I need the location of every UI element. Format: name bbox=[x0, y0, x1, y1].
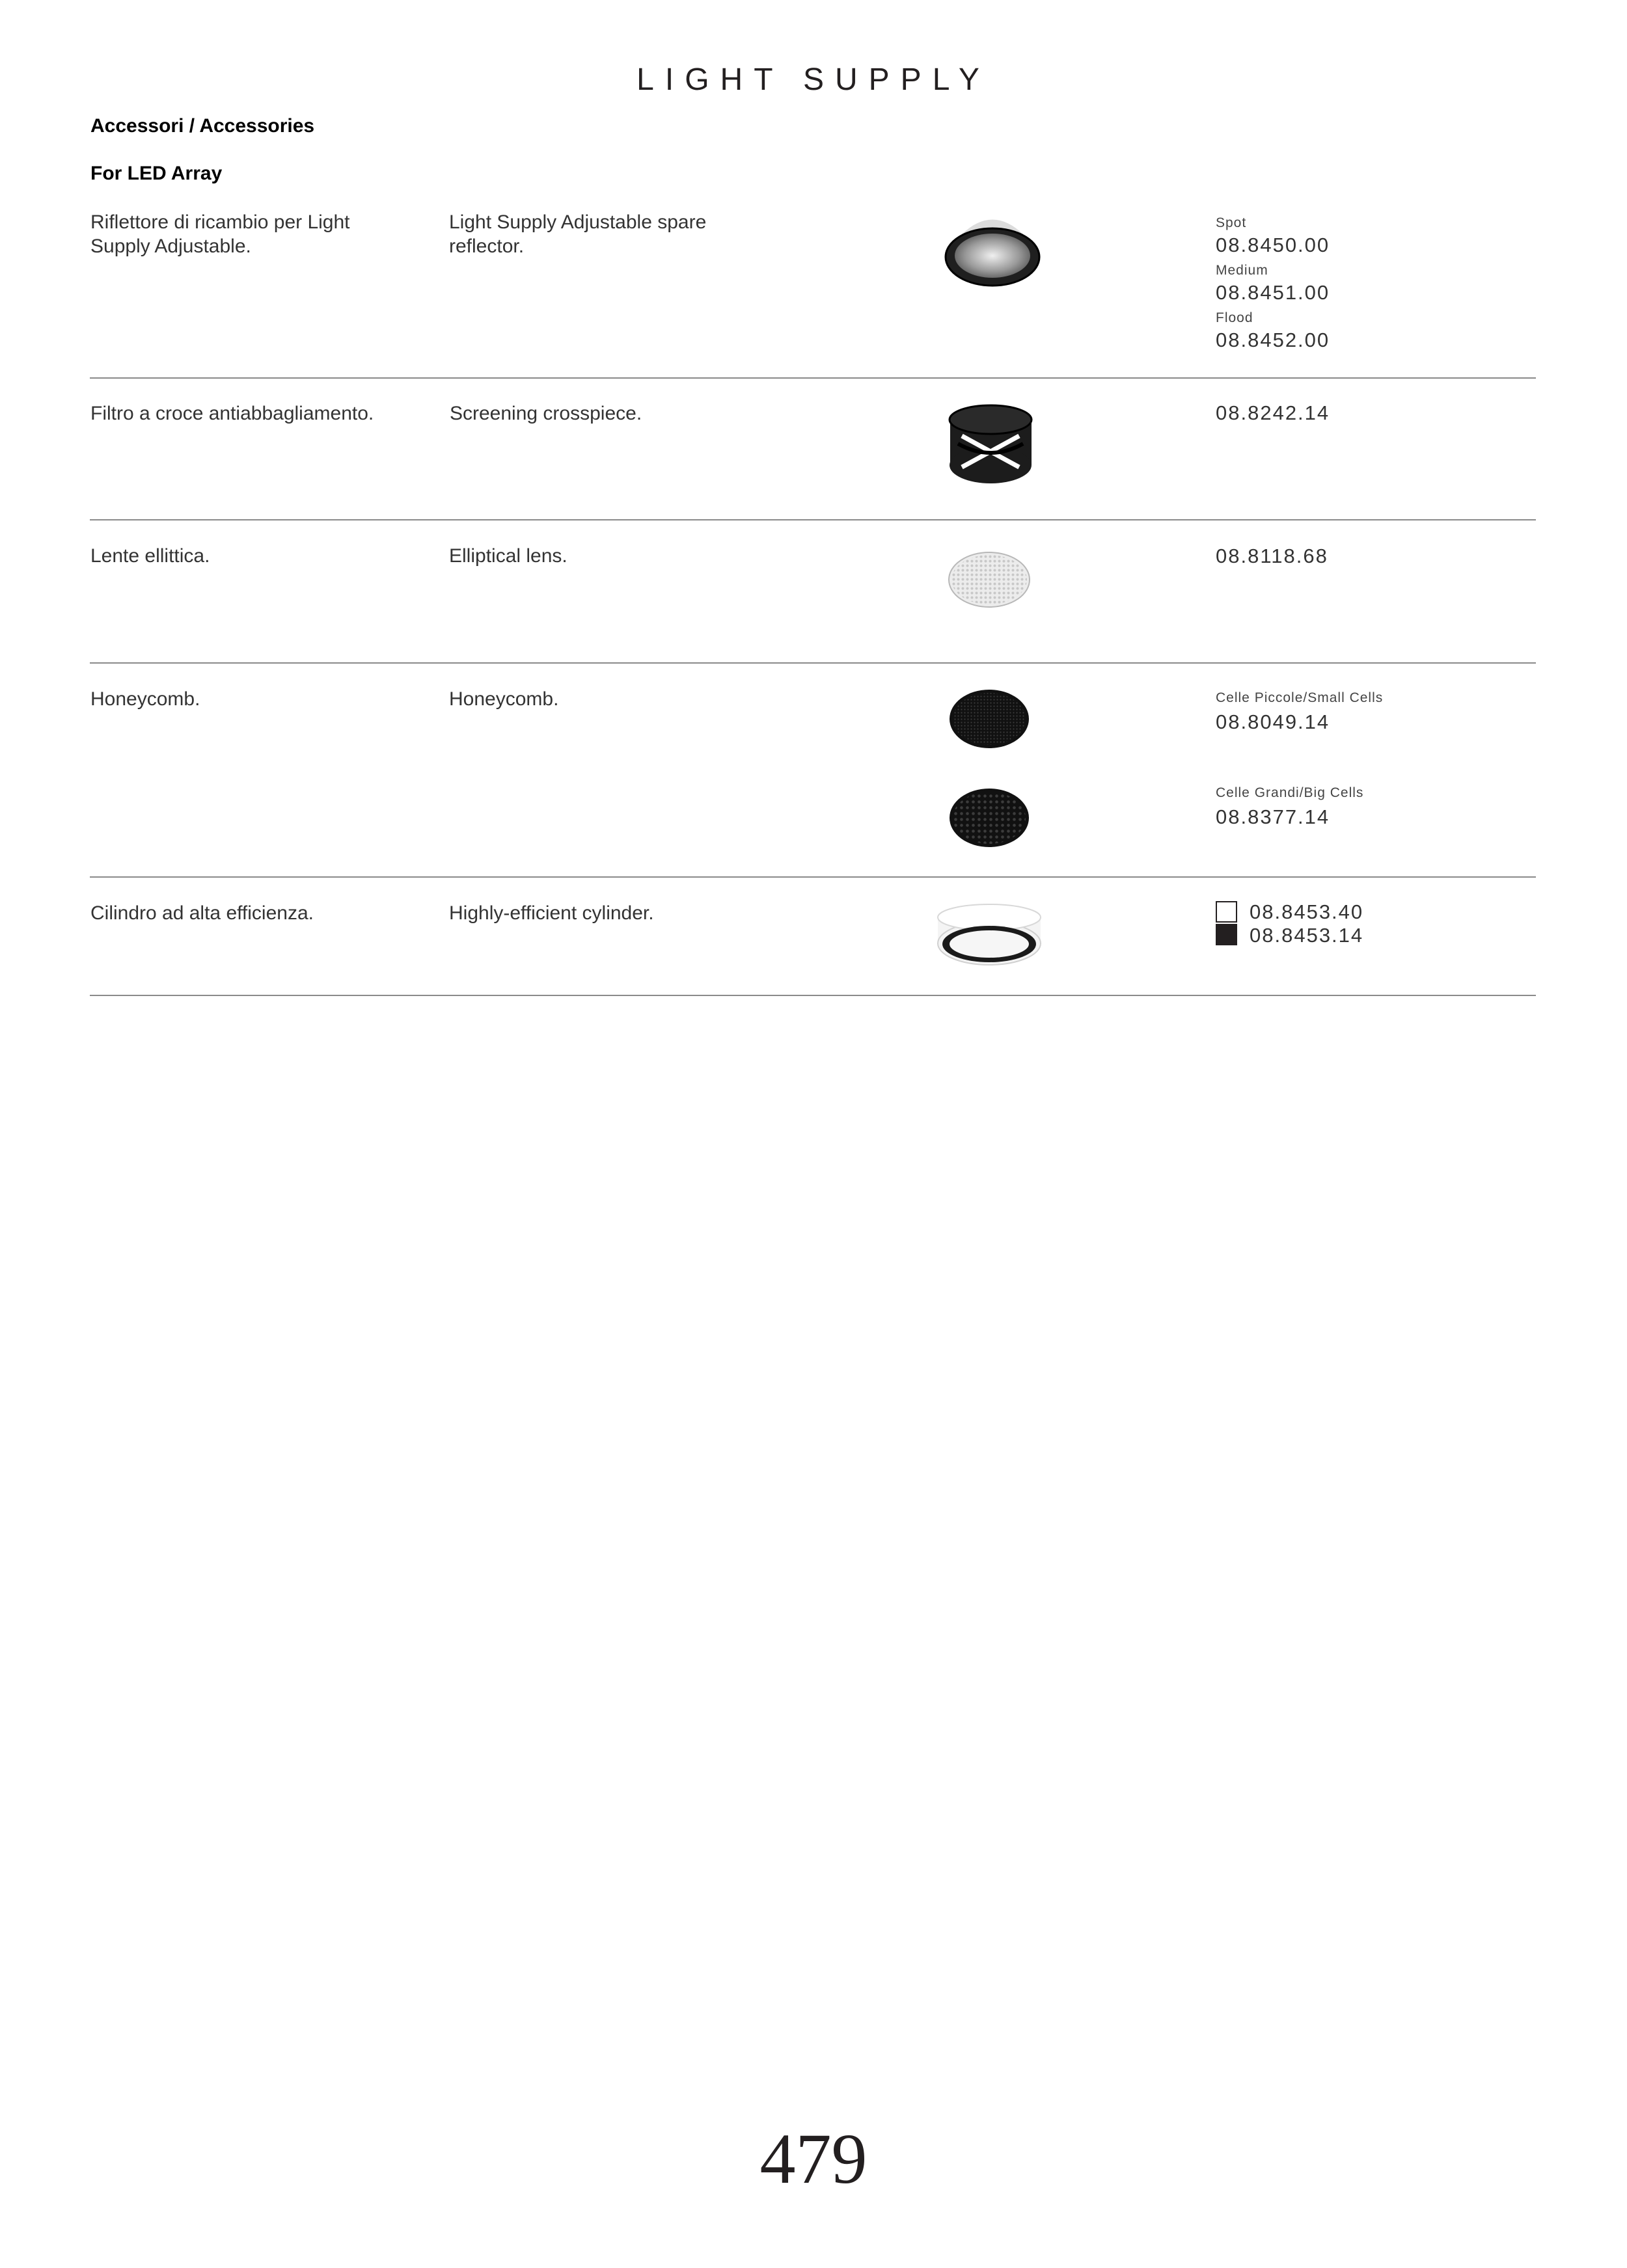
white-finish-swatch bbox=[1216, 901, 1237, 923]
black-finish-swatch bbox=[1216, 924, 1237, 945]
product-code: 08.8118.68 bbox=[1216, 545, 1328, 567]
variant-label: Medium bbox=[1216, 263, 1268, 278]
elliptical-lens-image bbox=[947, 550, 1032, 610]
product-code: 08.8453.40 bbox=[1250, 900, 1364, 923]
section-heading: Accessori / Accessories bbox=[90, 115, 315, 137]
variant-label: Spot bbox=[1216, 215, 1247, 230]
product-code: 08.8450.00 bbox=[1216, 234, 1330, 256]
row-divider bbox=[90, 662, 1536, 664]
description-english: Highly-efficient cylinder. bbox=[449, 902, 654, 924]
variant-label: Flood bbox=[1216, 310, 1253, 325]
row-divider bbox=[90, 876, 1536, 878]
description-english: Elliptical lens. bbox=[449, 545, 567, 567]
honeycomb-big-image bbox=[947, 787, 1032, 849]
reflector-image bbox=[937, 208, 1048, 290]
product-code: 08.8453.14 bbox=[1250, 924, 1364, 947]
product-code: 08.8451.00 bbox=[1216, 281, 1330, 304]
description-english: Light Supply Adjustable spare reflector. bbox=[449, 211, 707, 257]
row-divider bbox=[90, 377, 1536, 379]
page-number: 479 bbox=[759, 2119, 868, 2198]
product-code: 08.8242.14 bbox=[1216, 401, 1330, 424]
row-divider bbox=[90, 519, 1536, 520]
product-code: 08.8049.14 bbox=[1216, 710, 1330, 733]
description-italian: Riflettore di ricambio per Light Supply Adjustable. bbox=[90, 211, 350, 257]
description-italian: Honeycomb. bbox=[90, 688, 200, 710]
product-code: 08.8377.14 bbox=[1216, 805, 1330, 828]
description-italian: Lente ellittica. bbox=[90, 545, 210, 567]
description-italian: Filtro a croce antiabbagliamento. bbox=[90, 403, 374, 424]
crosspiece-image bbox=[944, 403, 1038, 485]
row-divider bbox=[90, 995, 1536, 996]
description-italian: Cilindro ad alta efficienza. bbox=[90, 902, 314, 924]
section-subheading: For LED Array bbox=[90, 163, 223, 184]
variant-label: Celle Piccole/Small Cells bbox=[1216, 690, 1384, 705]
description-english: Honeycomb. bbox=[449, 688, 559, 710]
variant-label: Celle Grandi/Big Cells bbox=[1216, 785, 1364, 800]
cylinder-image bbox=[934, 901, 1045, 969]
product-code: 08.8452.00 bbox=[1216, 329, 1330, 351]
page-title: LIGHT SUPPLY bbox=[636, 62, 991, 97]
honeycomb-small-image bbox=[947, 688, 1032, 750]
description-english: Screening crosspiece. bbox=[450, 403, 642, 424]
